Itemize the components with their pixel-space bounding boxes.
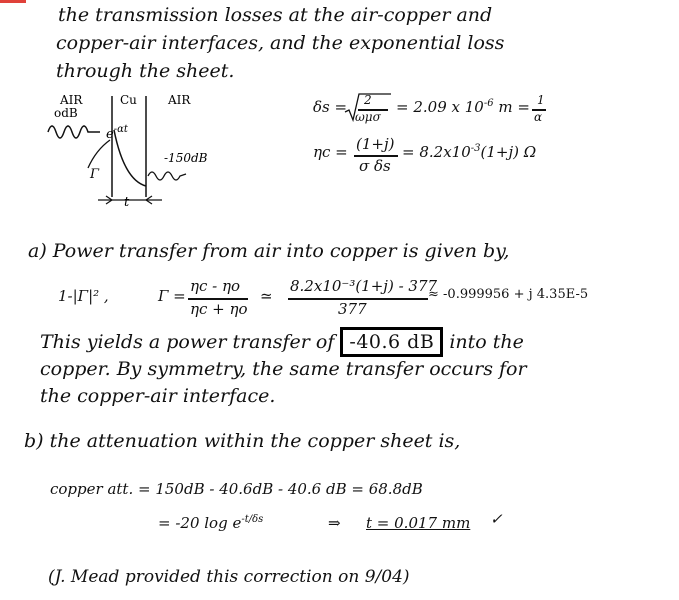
part-a-line-5: the copper-air interface. (40, 385, 276, 407)
eta-result: = $8.2x10^{-3}(1+j)$ Ω (402, 143, 537, 161)
skin-inv-num: 1 (537, 93, 545, 107)
part-a-line-1: a) Power transfer from air into copper is given by, (28, 240, 510, 262)
diagram-150db: -150dB (164, 151, 208, 165)
part-a-gamma-den: ηc + ηo (190, 300, 248, 318)
part-a-approx: ≃ (260, 287, 273, 305)
part-b-att: copper att. = 150dB - 40.6dB - 40.6 dB = 68.8dB (50, 480, 423, 498)
decay-curve (114, 130, 146, 186)
eta-num: (1+j) (356, 135, 395, 153)
incident-wave (48, 126, 100, 138)
part-b-t-result: t = 0.017 mm (366, 514, 471, 532)
part-a-gamma-lhs: Γ = (158, 287, 186, 305)
part-b-log: = -20 $\log e^{-t/\delta s}$ (158, 514, 264, 532)
part-a-line-4: copper. By symmetry, the same transfer occurs for (40, 358, 527, 380)
diagram-cu: Cu (120, 93, 137, 107)
boxed-value: -40.6 dB (340, 327, 443, 357)
skin-inv-den: α (534, 110, 543, 124)
skin-lhs: δs = (313, 98, 348, 116)
corner-mark (0, 0, 26, 3)
skin-den: ωμσ (355, 110, 381, 124)
transmitted-wave (148, 172, 186, 180)
intro-line-3: through the sheet. (56, 60, 235, 82)
part-a-val-num: 8.2x10⁻³(1+j) - 377 (290, 277, 438, 295)
part-a-yield: This yields a power transfer of -40.6 dB into the (40, 331, 524, 353)
intro-line-1: the transmission losses at the air-copper and (58, 4, 493, 26)
eta-lhs: ηc = (313, 143, 348, 161)
diagram-air-right: AIR (168, 93, 191, 107)
diagram-air-left: AIR (60, 93, 83, 107)
part-b-arrow: ⇒ (328, 514, 341, 532)
diagram-t: t (124, 195, 130, 210)
part-b-line-1: b) the attenuation within the copper sheet is, (24, 430, 461, 452)
footer-note: (J. Mead provided this correction on 9/04) (48, 567, 410, 587)
diagram-exp: $e^{-\alpha t}$ (106, 124, 128, 142)
part-a-val-den: 377 (338, 300, 367, 318)
part-a-gamma-num: ηc - ηo (190, 277, 241, 295)
part-a-result: ≈ -0.999956 + j 4.35E-5 (428, 287, 589, 302)
interface-diagram (40, 92, 260, 212)
intro-line-2: copper-air interfaces, and the exponential loss (56, 32, 505, 54)
diagram-odb: odB (54, 106, 78, 120)
skin-num: 2 (364, 93, 372, 107)
skin-result: = 2.09 x $10^{-6}$ m = (396, 98, 530, 116)
eta-den: σ δs (359, 157, 391, 175)
check-icon: ✓ (490, 510, 503, 528)
diagram-gamma: Γ (90, 167, 100, 182)
reflected-wave (88, 140, 110, 168)
part-a-formula: 1-|Γ|² , (58, 287, 109, 305)
